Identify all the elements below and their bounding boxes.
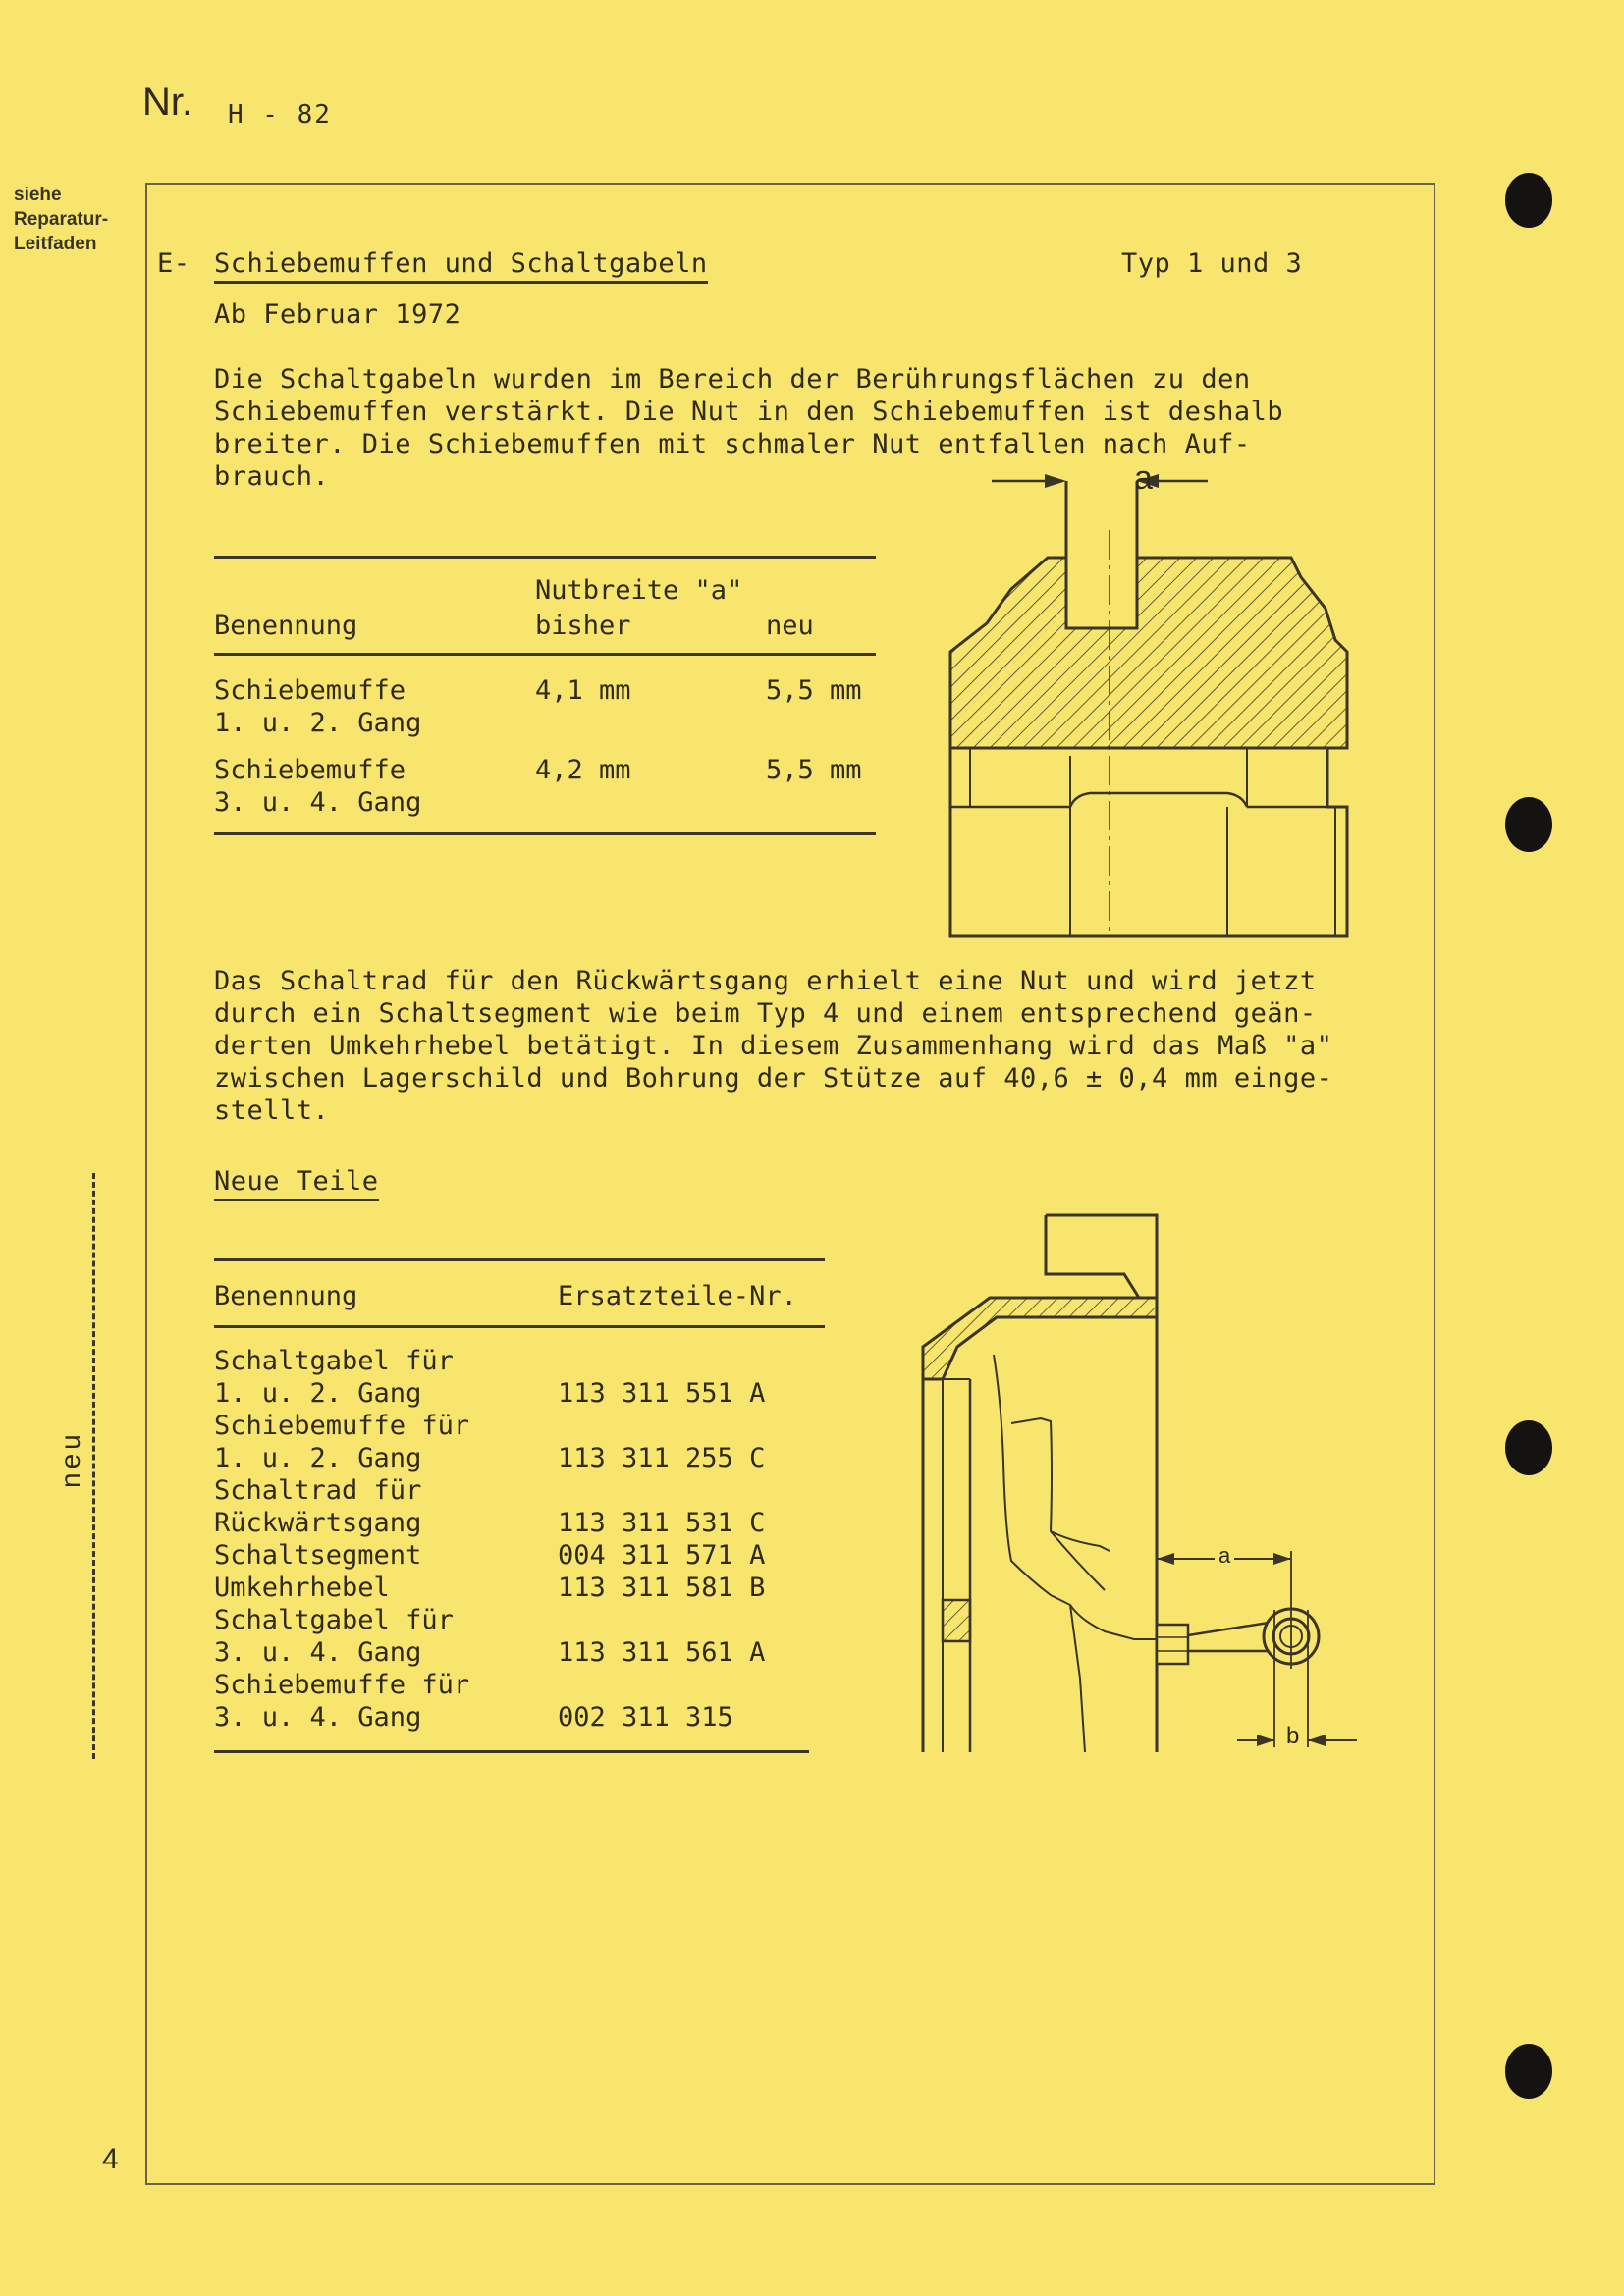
table-cell: 4,1 mm bbox=[535, 675, 631, 706]
paragraph-line: brauch. bbox=[214, 461, 330, 492]
paragraph-line: durch ein Schaltsegment wie beim Typ 4 und einem entsprechend geän- bbox=[214, 998, 1317, 1029]
change-mark-label: neu bbox=[55, 1426, 86, 1492]
table-header-group: Nutbreite "a" bbox=[535, 575, 743, 606]
effective-date: Ab Februar 1972 bbox=[214, 299, 461, 330]
table-cell: 5,5 mm bbox=[766, 755, 862, 785]
table-cell: Schiebemuffe für bbox=[214, 1411, 470, 1441]
table-cell: 3. u. 4. Gang bbox=[214, 787, 422, 818]
sleeve-section-drawing bbox=[943, 461, 1355, 942]
table-cell: 113 311 531 C bbox=[558, 1508, 766, 1538]
margin-note-line: Reparatur- bbox=[14, 209, 109, 230]
table-header: Ersatzteile-Nr. bbox=[558, 1281, 797, 1311]
punch-hole bbox=[1505, 797, 1552, 852]
dimension-label-a: a bbox=[1134, 459, 1153, 497]
table-rule bbox=[214, 1258, 825, 1261]
table-cell: Schaltgabel für bbox=[214, 1605, 454, 1635]
table-cell: 113 311 581 B bbox=[558, 1573, 766, 1603]
reverse-gear-paragraph bbox=[214, 965, 1332, 1127]
paragraph-line: stellt. bbox=[214, 1095, 330, 1126]
table-cell: 5,5 mm bbox=[766, 675, 862, 706]
paragraph-line: Schiebemuffen verstärkt. Die Nut in den Schiebemuffen ist deshalb bbox=[214, 397, 1284, 427]
table-cell: 113 311 561 A bbox=[558, 1637, 766, 1668]
section-title: Schiebemuffen und Schaltgabeln bbox=[214, 247, 708, 284]
margin-note-line: siehe bbox=[14, 185, 62, 205]
table-cell: Rückwärtsgang bbox=[214, 1508, 422, 1538]
table-cell: 1. u. 2. Gang bbox=[214, 1378, 422, 1409]
paragraph-line: breiter. Die Schiebemuffen mit schmaler Nut entfallen nach Auf- bbox=[214, 429, 1251, 459]
punch-hole bbox=[1505, 1420, 1552, 1475]
section-marker: E- bbox=[157, 248, 190, 279]
table-cell: Schaltgabel für bbox=[214, 1346, 454, 1376]
table-rule bbox=[214, 556, 876, 559]
table-cell: 3. u. 4. Gang bbox=[214, 1702, 422, 1733]
paragraph-line: Das Schaltrad für den Rückwärtsgang erhielt eine Nut und wird jetzt bbox=[214, 966, 1317, 996]
margin-note bbox=[14, 183, 108, 256]
new-parts-heading: Neue Teile bbox=[214, 1165, 379, 1201]
table-cell: Schiebemuffe für bbox=[214, 1670, 470, 1700]
table-rule bbox=[214, 1325, 825, 1328]
table-cell: Umkehrhebel bbox=[214, 1573, 390, 1603]
dimension-label-b: b bbox=[1286, 1723, 1300, 1749]
dimension-label-a: a bbox=[1215, 1543, 1234, 1569]
document-number-prefix: Nr. bbox=[142, 80, 193, 124]
table-cell: 002 311 315 bbox=[558, 1702, 733, 1733]
table-cell: Schiebemuffe bbox=[214, 675, 406, 706]
table-header: neu bbox=[766, 611, 814, 641]
document-number: H - 82 bbox=[228, 100, 332, 130]
punch-hole bbox=[1505, 2044, 1552, 2099]
table-header: bisher bbox=[535, 611, 631, 641]
paragraph-line: derten Umkehrhebel betätigt. In diesem Zusammenhang wird das Maß "a" bbox=[214, 1031, 1333, 1061]
type-note: Typ 1 und 3 bbox=[1121, 248, 1303, 279]
table-cell: 004 311 571 A bbox=[558, 1540, 766, 1571]
table-rule bbox=[214, 653, 876, 656]
table-header: Benennung bbox=[214, 611, 358, 641]
table-cell: Schiebemuffe bbox=[214, 755, 406, 785]
table-cell: 113 311 551 A bbox=[558, 1378, 766, 1409]
table-cell: 4,2 mm bbox=[535, 755, 631, 785]
table-cell: 1. u. 2. Gang bbox=[214, 708, 422, 738]
table-cell: 113 311 255 C bbox=[558, 1443, 766, 1473]
punch-hole bbox=[1505, 173, 1552, 228]
reverse-lever-drawing bbox=[903, 1207, 1365, 1767]
table-cell: 3. u. 4. Gang bbox=[214, 1637, 422, 1668]
table-rule bbox=[214, 1750, 809, 1753]
paragraph-line: zwischen Lagerschild und Bohrung der Stütze auf 40,6 ± 0,4 mm einge- bbox=[214, 1063, 1333, 1094]
table-rule bbox=[214, 832, 876, 835]
table-cell: Schaltrad für bbox=[214, 1475, 422, 1506]
table-cell: Schaltsegment bbox=[214, 1540, 422, 1571]
margin-note-line: Leitfaden bbox=[14, 234, 97, 254]
page-number: 4 bbox=[102, 2143, 119, 2175]
table-header: Benennung bbox=[214, 1281, 358, 1311]
change-bar bbox=[92, 1173, 95, 1759]
table-cell: 1. u. 2. Gang bbox=[214, 1443, 422, 1473]
paragraph-line: Die Schaltgabeln wurden im Bereich der Berührungsflächen zu den bbox=[214, 364, 1251, 395]
